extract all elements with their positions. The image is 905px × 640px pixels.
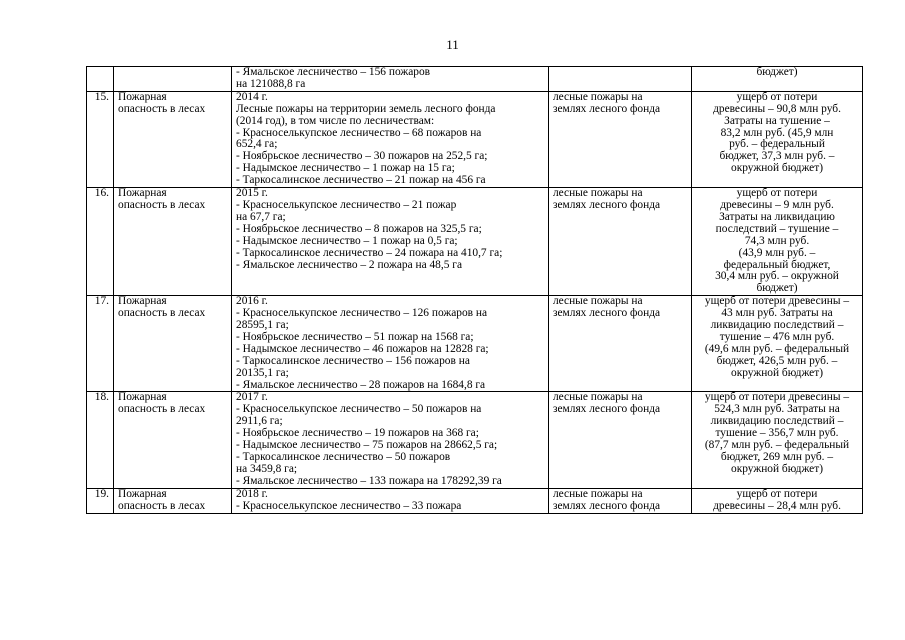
fire-details-cell [232, 296, 549, 392]
damage-cost-line: 524,3 млн руб. Затраты на [714, 403, 840, 416]
row-number: 18. [94, 391, 109, 404]
damage-cost-line: бюджет) [756, 282, 798, 295]
fire-details-line: 20135,1 га; [236, 366, 289, 379]
hazard-name-cell [114, 67, 232, 92]
hazard-name-line: опасность в лесах [118, 403, 206, 416]
fire-details-line: на 121088,8 га [236, 77, 306, 90]
damage-cost-cell [692, 488, 863, 513]
damage-cost-line: ущерб от потери [736, 91, 818, 103]
damage-cost-line: древесины – 9 млн руб. [720, 198, 834, 211]
damage-cost-line: (49,6 млн руб. – федеральный [704, 342, 850, 355]
damage-cost-cell [692, 188, 863, 296]
fire-details-line: (2014 год), в том числе по лесничествам: [236, 114, 435, 127]
row-number: 15. [94, 91, 109, 103]
fire-type-cell [549, 488, 692, 513]
fire-details-line: - Красноселькупское лесничество – 68 пожаров на [236, 126, 482, 139]
row-number: 16. [94, 187, 109, 200]
fire-type-line: лесные пожары на [553, 91, 643, 103]
fire-details-line: - Ямальское лесничество – 133 пожара на 178292,39 га [236, 474, 502, 487]
hazard-name-cell [114, 296, 232, 392]
fire-type-line: лесные пожары на [553, 488, 643, 500]
fire-details-line: Лесные пожары на территории земель лесного фонда [236, 102, 496, 115]
hazard-name-line: Пожарная [118, 187, 167, 200]
fire-details-line: - Красноселькупское лесничество – 33 пожара [236, 499, 462, 512]
fire-details-line: 2018 г. [236, 488, 268, 500]
fire-details-line: на 67,7 га; [236, 210, 286, 223]
fire-type-line: лесные пожары на [553, 295, 643, 308]
fire-type-line: землях лесного фонда [553, 403, 661, 416]
fire-details-cell [232, 91, 549, 187]
fire-details-line: 2911,6 га; [236, 415, 283, 428]
row-number-cell [87, 91, 114, 187]
damage-cost-line: федеральный бюджет, [723, 258, 831, 271]
damage-cost-line: окружной бюджет) [731, 162, 823, 175]
table-row [87, 392, 863, 488]
damage-cost-line: ущерб от потери [736, 488, 818, 500]
fire-type-cell [549, 392, 692, 488]
fire-details-line: - Ноябрьское лесничество – 8 пожаров на 325,5 га; [236, 222, 482, 235]
damage-cost-cell [692, 67, 863, 92]
page-number: 11 [446, 37, 459, 52]
fire-details-line: - Таркосалинское лесничество – 24 пожара на 410,7 га; [236, 246, 503, 259]
table-row [87, 91, 863, 187]
row-number: 19. [94, 488, 109, 500]
row-number: 17. [94, 295, 109, 308]
damage-cost-line: 74,3 млн руб. [744, 234, 810, 247]
fire-type-line: землях лесного фонда [553, 307, 661, 320]
fire-details-line: - Красноселькупское лесничество – 21 пожар [236, 198, 457, 211]
fire-details-line: - Ямальское лесничество – 28 пожаров на 1684,8 га [236, 378, 486, 391]
fire-type-line: лесные пожары на [553, 391, 643, 404]
damage-cost-line: (43,9 млн руб. – [738, 246, 816, 259]
fire-hazard-table [86, 66, 863, 514]
hazard-name-line: Пожарная [118, 295, 167, 308]
fire-details-line: на 3459,8 га; [236, 462, 298, 475]
damage-cost-line: тушение – 356,7 млн руб. [715, 427, 839, 440]
fire-details-line: - Надымское лесничество – 75 пожаров на 28662,5 га; [236, 439, 498, 452]
fire-details-cell [232, 392, 549, 488]
hazard-name-line: опасность в лесах [118, 198, 206, 211]
hazard-name-line: Пожарная [118, 488, 167, 500]
damage-cost-line: Затраты на тушение – [724, 114, 830, 127]
fire-type-cell [549, 188, 692, 296]
damage-cost-line: окружной бюджет) [731, 366, 823, 379]
damage-cost-line: ликвидацию последствий – [710, 415, 844, 428]
damage-cost-line: (87,7 млн руб. – федеральный [704, 439, 850, 452]
fire-details-line: 2016 г. [236, 295, 268, 308]
hazard-name-line: Пожарная [118, 391, 167, 404]
damage-cost-cell [692, 91, 863, 187]
damage-cost-line: руб. – федеральный [729, 138, 825, 151]
row-number-cell [87, 188, 114, 296]
damage-cost-cell [692, 392, 863, 488]
fire-details-line: - Красноселькупское лесничество – 126 пожаров на [236, 307, 488, 320]
hazard-name-cell [114, 488, 232, 513]
damage-cost-line: бюджет) [756, 66, 798, 78]
damage-cost-line: древесины – 28,4 млн руб. [713, 499, 841, 512]
damage-cost-line: окружной бюджет) [731, 462, 823, 475]
damage-cost-cell [692, 296, 863, 392]
table-body [87, 67, 863, 514]
hazard-name-cell [114, 392, 232, 488]
damage-cost-line: бюджет, 426,5 млн руб. – [716, 354, 838, 367]
damage-cost-line: Затраты на ликвидацию [719, 210, 835, 223]
fire-type-cell [549, 296, 692, 392]
damage-cost-line: ущерб от потери древесины – [704, 391, 850, 404]
fire-details-line: - Ноябрьское лесничество – 30 пожаров на 252,5 га; [236, 150, 488, 163]
row-number-cell [87, 296, 114, 392]
hazard-name-line: Пожарная [118, 91, 167, 103]
fire-details-line: 2014 г. [236, 91, 268, 103]
fire-type-line: землях лесного фонда [553, 102, 661, 115]
damage-cost-line: древесины – 90,8 млн руб. [713, 102, 841, 115]
fire-details-line: - Ноябрьское лесничество – 51 пожар на 1568 га; [236, 330, 474, 343]
row-number-cell [87, 392, 114, 488]
hazard-name-line: опасность в лесах [118, 307, 206, 320]
fire-details-line: - Надымское лесничество – 46 пожаров на 12828 га; [236, 342, 489, 355]
fire-details-line: - Ямальское лесничество – 2 пожара на 48,5 га [236, 258, 462, 271]
damage-cost-line: ущерб от потери древесины – [704, 295, 850, 308]
fire-type-line: землях лесного фонда [553, 198, 661, 211]
row-number-cell [87, 67, 114, 92]
table-row [87, 188, 863, 296]
table-row [87, 296, 863, 392]
hazard-name-line: опасность в лесах [118, 499, 206, 512]
fire-details-line: - Таркосалинское лесничество – 50 пожаров [236, 451, 451, 463]
damage-cost-line: ликвидацию последствий – [710, 319, 844, 332]
damage-cost-line: тушение – 476 млн руб. [719, 330, 835, 343]
damage-cost-line: 83,2 млн руб. (45,9 млн [720, 126, 834, 139]
fire-details-line: - Надымское лесничество – 1 пожар на 15 га; [236, 162, 455, 175]
fire-details-line: 652,4 га; [236, 138, 278, 151]
fire-details-line: - Красноселькупское лесничество – 50 пожаров на [236, 403, 482, 416]
table-row [87, 488, 863, 513]
damage-cost-line: последствий – тушение – [715, 222, 839, 235]
fire-details-cell [232, 488, 549, 513]
hazard-name-cell [114, 188, 232, 296]
fire-details-line: 28595,1 га; [236, 319, 289, 332]
table-row [87, 67, 863, 92]
hazard-name-cell [114, 91, 232, 187]
row-number-cell [87, 488, 114, 513]
damage-cost-line: бюджет, 37,3 млн руб. – [719, 150, 835, 163]
damage-cost-line: 43 млн руб. Затраты на [721, 307, 833, 320]
fire-details-line: 2015 г. [236, 187, 268, 200]
fire-details-cell [232, 188, 549, 296]
fire-details-line: - Ноябрьское лесничество – 19 пожаров на 368 га; [236, 427, 479, 440]
fire-details-line: - Ямальское лесничество – 156 пожаров [236, 66, 431, 78]
fire-type-line: землях лесного фонда [553, 499, 661, 512]
damage-cost-line: бюджет, 269 млн руб. – [720, 451, 834, 463]
hazard-name-line: опасность в лесах [118, 102, 206, 115]
damage-cost-line: 30,4 млн руб. – окружной [715, 270, 839, 283]
fire-details-line: - Надымское лесничество – 1 пожар на 0,5 га; [236, 234, 458, 247]
fire-details-line: - Таркосалинское лесничество – 21 пожар на 456 га [236, 174, 486, 187]
fire-type-cell [549, 91, 692, 187]
damage-cost-line: ущерб от потери [736, 187, 818, 200]
fire-details-cell [232, 67, 549, 92]
fire-type-cell [549, 67, 692, 92]
fire-type-line: лесные пожары на [553, 187, 643, 200]
fire-details-line: - Таркосалинское лесничество – 156 пожаров на [236, 354, 470, 367]
fire-details-line: 2017 г. [236, 391, 268, 404]
